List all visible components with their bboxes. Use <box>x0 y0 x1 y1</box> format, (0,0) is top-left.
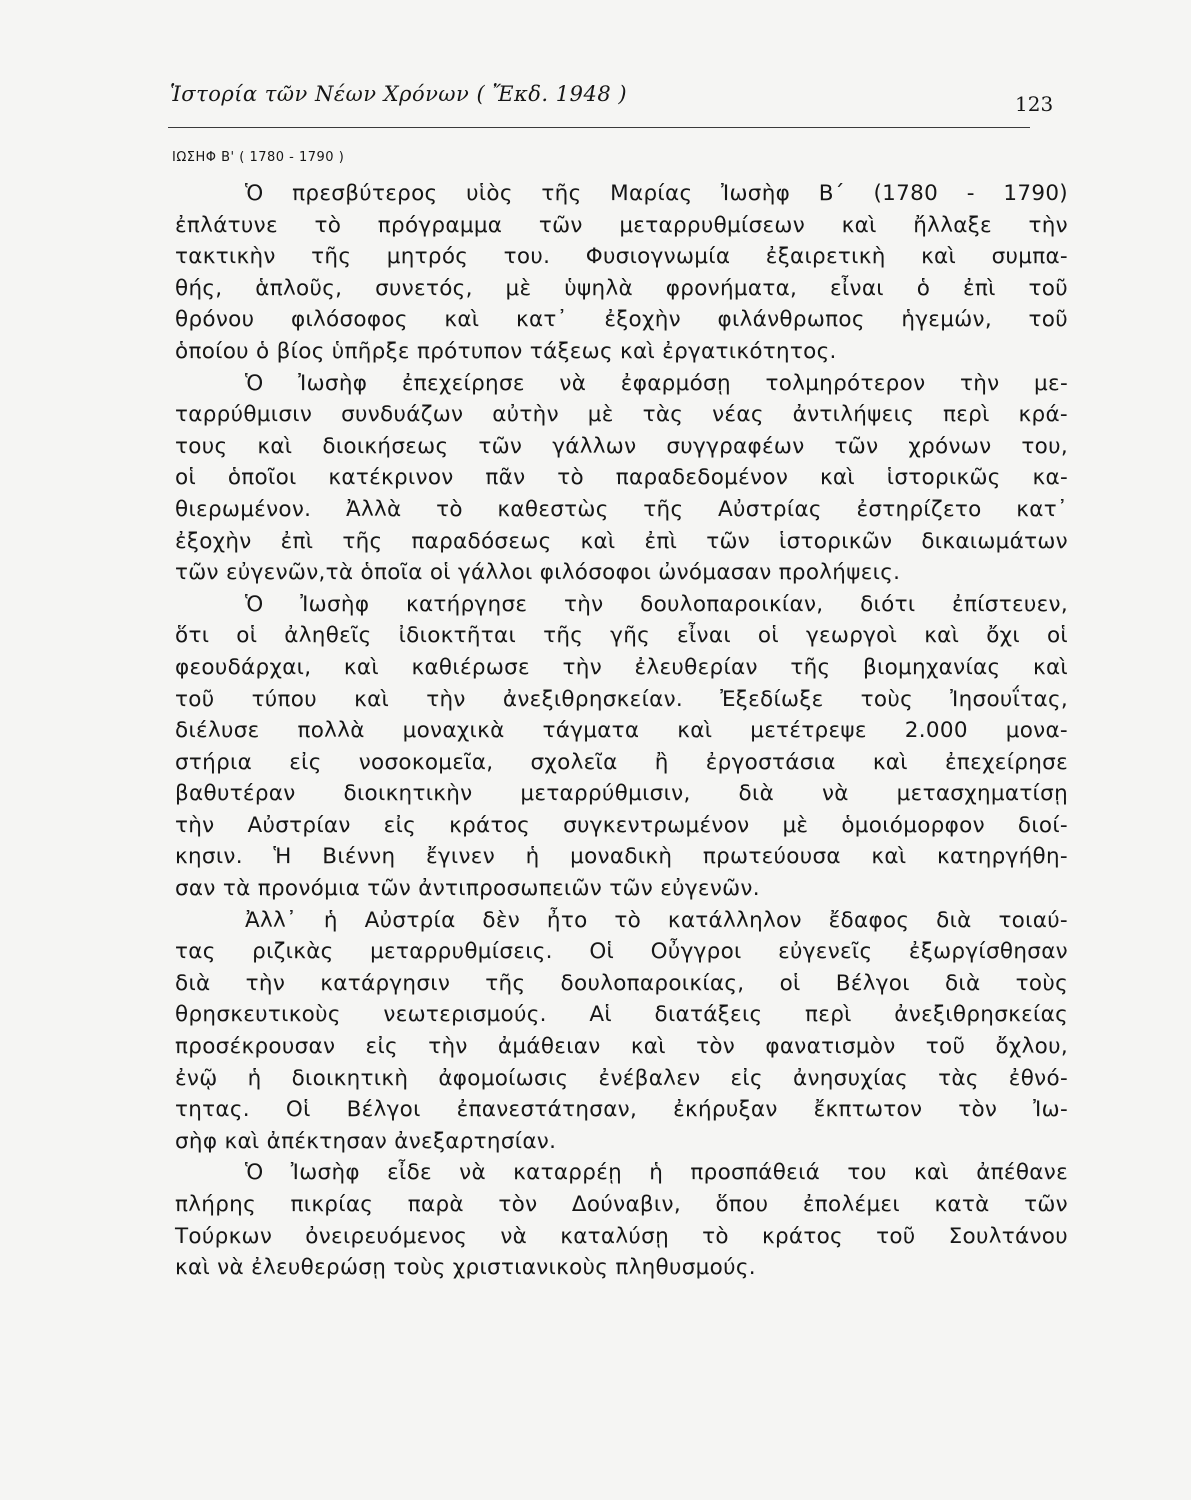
text-line: προσέκρουσαν εἰς τὴν ἀμάθειαν καὶ τὸν φανατισμὸν τοῦ ὄχλου, <box>175 1034 1068 1060</box>
text-line: Ὁ Ἰωσὴφ ἐπεχείρησε νὰ ἐφαρμόσῃ τολμηρότερον τὴν με- <box>245 370 1068 396</box>
text-line: ἐξοχὴν ἐπὶ τῆς παραδόσεως καὶ ἐπὶ τῶν ἱστορικῶν δικαιωμάτων <box>175 528 1068 554</box>
text-line: ταρρύθμισιν συνδυάζων αὐτὴν μὲ τὰς νέας ἀντιλήψεις περὶ κρά- <box>175 402 1068 428</box>
text-line: σαν τὰ προνόμια τῶν ἀντιπροσωπειῶν τῶν εὐγενῶν. <box>175 876 760 902</box>
text-line: οἱ ὁποῖοι κατέκρινον πᾶν τὸ παραδεδομένον καὶ ἱστορικῶς κα- <box>175 465 1068 491</box>
text-line: βαθυτέραν διοικητικὴν μεταρρύθμισιν, διὰ νὰ μετασχηματίσῃ <box>175 781 1068 807</box>
text-line: Ὁ πρεσβύτερος υἱὸς τῆς Μαρίας Ἰωσὴφ Β΄ (1780 - 1790) <box>245 181 1068 206</box>
running-title: Ἱστορία τῶν Νέων Χρόνων ( Ἔκδ. 1948 ) <box>170 82 628 106</box>
text-line: τῶν εὐγενῶν,τὰ ὁποῖα οἱ γάλλοι φιλόσοφοι ὠνόμασαν προλήψεις. <box>175 560 901 586</box>
text-line: θιερωμένον. Ἀλλὰ τὸ καθεστὼς τῆς Αὐστρίας ἐστηρίζετο κατ᾽ <box>175 496 1068 522</box>
header-rule <box>168 127 1030 128</box>
text-line: θρησκευτικοὺς νεωτερισμούς. Αἱ διατάξεις περὶ ἀνεξιθρησκείας <box>175 1002 1068 1028</box>
text-line: φεουδάρχαι, καὶ καθιέρωσε τὴν ἐλευθερίαν τῆς βιομηχανίας καὶ <box>175 654 1068 680</box>
text-line: Ὁ Ἰωσὴφ κατήργησε τὴν δουλοπαροικίαν, διότι ἐπίστευεν, <box>245 591 1068 617</box>
text-line: τας ριζικὰς μεταρρυθμίσεις. Οἱ Οὖγγροι εὐγενεῖς ἐξωργίσθησαν <box>175 939 1068 965</box>
text-line: διέλυσε πολλὰ μοναχικὰ τάγματα καὶ μετέτρεψε 2.000 μονα- <box>175 718 1068 744</box>
text-line: τους καὶ διοικήσεως τῶν γάλλων συγγραφέων τῶν χρόνων του, <box>175 433 1068 459</box>
body-text <box>150 178 1068 1284</box>
text-line: διὰ τὴν κατάργησιν τῆς δουλοπαροικίας, οἱ Βέλγοι διὰ τοὺς <box>175 970 1068 996</box>
paragraph <box>150 1157 1068 1283</box>
text-line: ὁποίου ὁ βίος ὑπῆρξε πρότυπον τάξεως καὶ ἐργατικότητος. <box>175 338 837 364</box>
text-line: ἐπλάτυνε τὸ πρόγραμμα τῶν μεταρρυθμίσεων καὶ ἤλλαξε τὴν <box>175 212 1068 238</box>
text-line: Ὁ Ἰωσὴφ εἶδε νὰ καταρρέῃ ἡ προσπάθειά του καὶ ἀπέθανε <box>245 1160 1068 1186</box>
text-line: τοῦ τύπου καὶ τὴν ἀνεξιθρησκείαν. Ἐξεδίωξε τοὺς Ἰησουΐτας, <box>175 686 1068 712</box>
text-line: σὴφ καὶ ἀπέκτησαν ἀνεξαρτησίαν. <box>175 1128 557 1154</box>
text-line: τητας. Οἱ Βέλγοι ἐπανεστάτησαν, ἐκήρυξαν ἔκπτωτον τὸν Ἰω- <box>175 1097 1068 1123</box>
page-number: 123 <box>1015 92 1054 116</box>
text-line: θής, ἁπλοῦς, συνετός, μὲ ὑψηλὰ φρονήματα, εἶναι ὁ ἐπὶ τοῦ <box>175 275 1068 301</box>
text-line: τὴν Αὐστρίαν εἰς κράτος συγκεντρωμένον μὲ ὁμοιόμορφον διοί- <box>175 812 1068 838</box>
section-label: ΙΩΣΗΦ Β' ( 1780 - 1790 ) <box>172 150 345 165</box>
paragraph <box>150 368 1068 589</box>
text-line: Τούρκων ὀνειρευόμενος νὰ καταλύσῃ τὸ κράτος τοῦ Σουλτάνου <box>175 1223 1068 1249</box>
text-line: Ἀλλ᾽ ἡ Αὐστρία δὲν ἦτο τὸ κατάλληλον ἔδαφος διὰ τοιαύ- <box>245 907 1068 933</box>
paragraph <box>150 589 1068 905</box>
text-line: ἐνῷ ἡ διοικητικὴ ἀφομοίωσις ἐνέβαλεν εἰς ἀνησυχίας τὰς ἐθνό- <box>175 1065 1068 1091</box>
text-line: κησιν. Ἡ Βιέννη ἔγινεν ἡ μοναδικὴ πρωτεύουσα καὶ κατηργήθη- <box>175 844 1068 870</box>
text-line: καὶ νὰ ἐλευθερώσῃ τοὺς χριστιανικοὺς πληθυσμούς. <box>175 1255 756 1281</box>
paragraph <box>150 905 1068 1158</box>
text-line: θρόνου φιλόσοφος καὶ κατ᾽ ἐξοχὴν φιλάνθρωπος ἡγεμών, τοῦ <box>175 307 1068 333</box>
text-line: στήρια εἰς νοσοκομεῖα, σχολεῖα ἢ ἐργοστάσια καὶ ἐπεχείρησε <box>175 749 1068 775</box>
text-line: τακτικὴν τῆς μητρός του. Φυσιογνωμία ἐξαιρετικὴ καὶ συμπα- <box>175 244 1068 270</box>
text-line: ὅτι οἱ ἀληθεῖς ἰδιοκτῆται τῆς γῆς εἶναι οἱ γεωργοὶ καὶ ὄχι οἱ <box>175 623 1068 649</box>
text-line: πλήρης πικρίας παρὰ τὸν Δούναβιν, ὅπου ἐπολέμει κατὰ τῶν <box>175 1192 1068 1217</box>
paragraph <box>150 178 1068 368</box>
